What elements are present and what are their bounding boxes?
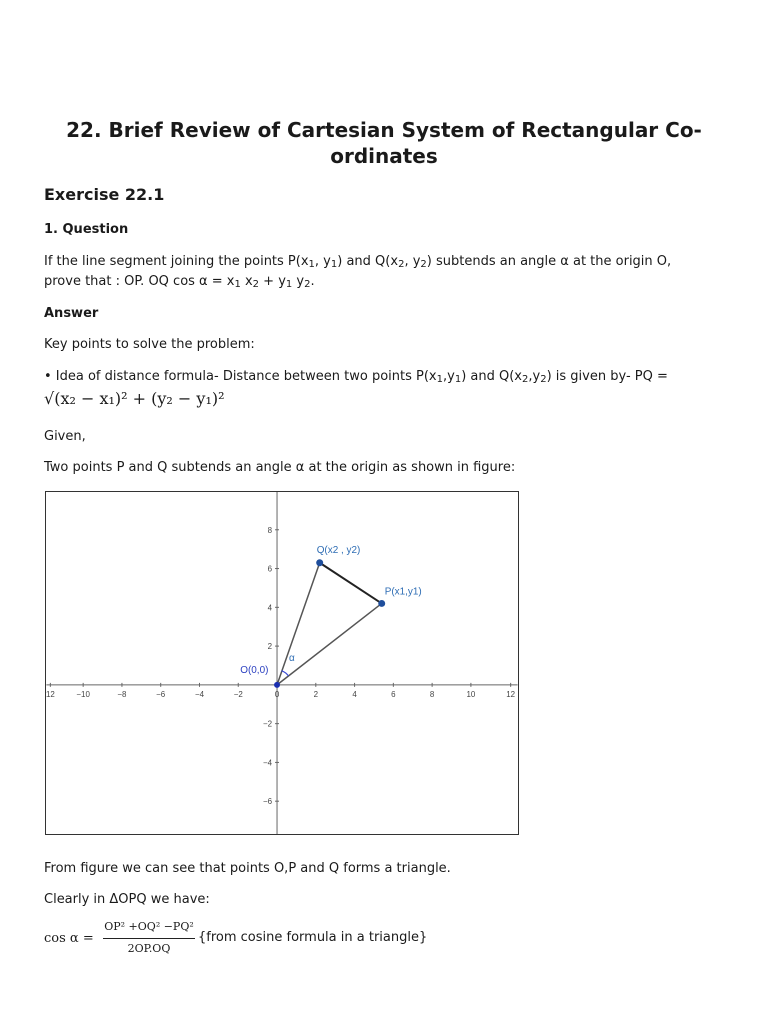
x-tick-label: 0 — [274, 689, 280, 699]
cosine-note: {from cosine formula in a triangle} — [198, 930, 428, 945]
cosine-lhs: cos α = — [44, 931, 94, 946]
coordinate-figure — [45, 491, 519, 835]
y-tick-label: −6 — [262, 797, 273, 807]
x-tick-label: 12 — [46, 689, 55, 699]
point-q — [316, 559, 323, 566]
distance-formula-text: √(x₂ − x₁)² + (y₂ − y₁)² — [44, 389, 225, 408]
angle-arc — [282, 671, 289, 676]
point-p-label: P(x1,y1) — [384, 586, 422, 598]
y-tick-label: 2 — [267, 642, 273, 652]
distance-formula — [44, 389, 225, 419]
y-tick-label: −4 — [262, 758, 273, 768]
segment-pq — [320, 563, 382, 604]
coordinate-figure-svg — [46, 492, 518, 834]
x-tick-label: 6 — [391, 689, 396, 699]
x-tick-label: 4 — [352, 689, 357, 699]
answer-heading: Answer — [44, 306, 99, 321]
y-tick-label: 4 — [267, 603, 273, 613]
question-heading: 1. Question — [44, 222, 129, 237]
segment-oq — [277, 563, 320, 685]
chapter-title: 22. Brief Review of Cartesian System of Rectangular Co-ordinates — [66, 118, 702, 168]
point-o — [274, 682, 280, 688]
figure-intro-text: Two points P and Q subtends an angle α at the origin as shown in figure: — [44, 460, 516, 475]
given-text: Given, — [44, 429, 86, 444]
point-p — [378, 600, 385, 607]
distance-formula-bullet: • Idea of distance formula- Distance between two points $P(x_1,y_1)$ and $Q(x_2,y_2)$ is given by- PQ = — [44, 369, 668, 385]
y-tick-label: 8 — [267, 525, 273, 535]
x-tick-label: 2 — [313, 689, 319, 699]
y-tick-label: 6 — [267, 564, 273, 574]
cosine-numerator: OP² +OQ² −PQ² — [103, 918, 195, 939]
triangle-text: From figure we can see that points O,P and Q forms a triangle. — [44, 861, 451, 876]
x-tick-label: −6 — [156, 689, 166, 699]
point-q-label: Q(x2 , y2) — [316, 544, 361, 556]
x-tick-label: −8 — [117, 689, 127, 699]
exercise-heading: Exercise 22.1 — [44, 185, 165, 204]
cosine-denominator: 2OP.OQ — [127, 942, 171, 955]
y-tick-label: −2 — [262, 719, 273, 729]
x-tick-label: −10 — [76, 689, 90, 699]
x-tick-label: 12 — [506, 689, 516, 699]
x-tick-label: −4 — [194, 689, 205, 699]
clearly-text: Clearly in ΔOPQ we have: — [44, 892, 210, 907]
point-o-label: O(0,0) — [240, 664, 269, 676]
x-tick-label: 10 — [466, 689, 476, 699]
question-text: If the line segment joining the points $P(x_1$, $y_1$) and $Q(x_2$, $y_2$) subtends an angle α at the origin O, prove that : OP. OQ $\cos \alpha = x_1$ $x_2 + y_1$ $y_2$. — [44, 254, 672, 290]
x-tick-label: 8 — [429, 689, 435, 699]
x-tick-label: −2 — [233, 689, 243, 699]
alpha-label: α — [288, 653, 295, 665]
segment-op — [277, 603, 382, 684]
key-points-text: Key points to solve the problem: — [44, 337, 255, 352]
cosine-fraction — [103, 918, 195, 957]
